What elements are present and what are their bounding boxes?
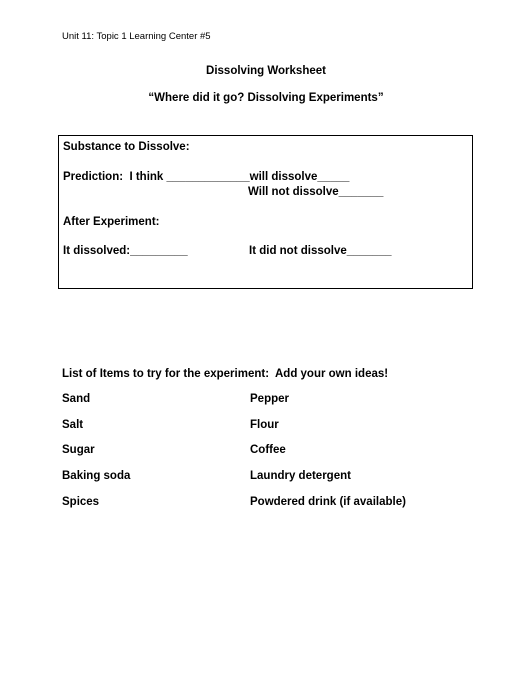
dissolved-line: It dissolved:_________ [63, 245, 188, 257]
page-header: Unit 11: Topic 1 Learning Center #5 [62, 31, 211, 42]
list-item: Spices [62, 496, 100, 508]
substance-label: Substance to Dissolve: [63, 141, 190, 153]
list-item: Sand [62, 393, 91, 405]
list-item: Baking soda [62, 470, 131, 482]
list-item: Pepper [250, 393, 289, 405]
list-item: Sugar [62, 444, 95, 456]
not-dissolve-line: Will not dissolve_______ [248, 186, 384, 198]
worksheet-title: Dissolving Worksheet [206, 65, 326, 77]
list-item: Coffee [250, 444, 286, 456]
did-not-dissolve-line: It did not dissolve_______ [249, 245, 392, 257]
items-list-intro: List of Items to try for the experiment: Add your own ideas! [62, 368, 389, 380]
prediction-line: Prediction: I think _____________will dissolve_____ [63, 171, 350, 183]
prediction-box [58, 135, 473, 289]
list-item: Laundry detergent [250, 470, 351, 482]
worksheet-subtitle: “Where did it go? Dissolving Experiments” [148, 92, 384, 104]
list-item: Flour [250, 419, 279, 431]
list-item: Salt [62, 419, 84, 431]
after-experiment-label: After Experiment: [63, 216, 160, 228]
list-item: Powdered drink (if available) [250, 496, 406, 508]
